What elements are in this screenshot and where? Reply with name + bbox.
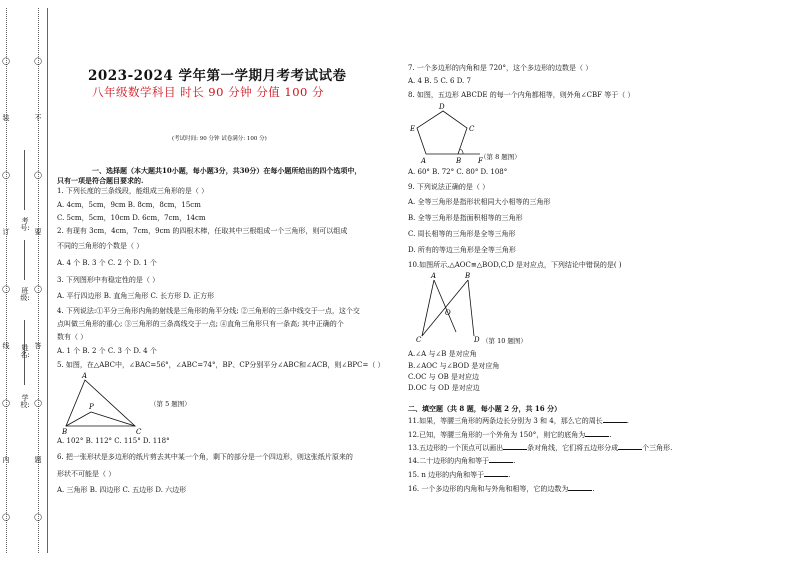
question-4: 4. 下列说法:①平分三角形内角的射线是三角形的角平分线; ②三角形的三条中线交于一点，这个交 xyxy=(57,307,360,315)
binding-dot: ◯ xyxy=(34,513,42,521)
figure-q8-caption: （第 8 题图） xyxy=(480,153,521,161)
binding-char: 题 xyxy=(34,456,42,464)
question-4-cont: 数有（ ） xyxy=(57,333,88,341)
question-13: 13.五边形的一个顶点可以画出 条对角线，它们将五边形分成 个三角形. xyxy=(408,444,673,452)
binding-dot: ◯ xyxy=(2,513,10,521)
binding-char: 要 xyxy=(34,228,42,236)
question-10-option-c: C.OC 与 OB 是对应边 xyxy=(408,373,479,381)
figure-q5-caption: （第 5 题图） xyxy=(150,400,191,408)
question-10-option-d: D.OC 与 OD 是对应边 xyxy=(408,384,480,392)
binding-char: 线 xyxy=(2,342,10,350)
binding-dot: ◯ xyxy=(2,57,10,65)
question-10: 10.如图所示,△AOC≌△BOD,C,D 是对应点，下列结论中错误的是( ) xyxy=(408,261,622,269)
question-7: 7. 一个多边形的内角和是 720°，这个多边形的边数是（ ） xyxy=(408,64,593,72)
binding-char: 内 xyxy=(2,456,10,464)
class-label: 班级: xyxy=(20,287,30,302)
binding-margin xyxy=(0,0,50,561)
answer-blank[interactable] xyxy=(484,470,508,477)
question-6: 6. 把一张形状是多边形的纸片剪去其中某一个角，剩下的部分是一个四边形，则这张纸片原来的 xyxy=(57,453,353,461)
binding-char: 装 xyxy=(2,114,10,122)
question-1-options: C. 5cm，5cm，10cm D. 6cm，7cm，14cm xyxy=(57,214,206,222)
exam-number-line[interactable] xyxy=(24,150,25,210)
question-7-options: A. 4 B. 5 C. 6 D. 7 xyxy=(408,77,471,85)
binding-char: 订 xyxy=(2,228,10,236)
fig-label: C xyxy=(136,428,142,436)
figure-q5-triangle xyxy=(62,370,152,436)
question-10-option-a: A.∠A 与∠B 是对应角 xyxy=(408,350,477,358)
binding-char: 不 xyxy=(34,114,42,122)
question-4-options: A. 1 个 B. 2 个 C. 3 个 D. 4 个 xyxy=(57,347,157,355)
binding-dot: ◯ xyxy=(34,285,42,293)
question-5-options: A. 102° B. 112° C. 115° D. 118° xyxy=(57,437,170,445)
fig-label: A xyxy=(431,272,437,280)
fig-label: A xyxy=(421,157,427,165)
fig-label: P xyxy=(89,403,94,411)
question-12: 12.已知，等腰三角形的一个外角为 150°，则它的底角为 . xyxy=(408,431,612,439)
exam-title: 2023-2024 学年第一学期月考考试试卷 xyxy=(88,68,347,84)
exam-number-label: 考号: xyxy=(20,217,30,232)
cut-line xyxy=(6,8,7,553)
binding-dot: ◯ xyxy=(2,285,10,293)
exam-info: (考试时间: 90 分钟 试卷满分: 100 分) xyxy=(172,136,267,142)
answer-blank[interactable] xyxy=(585,430,609,437)
question-10-option-b: B.∠AOC 与∠BOD 是对应角 xyxy=(408,362,500,370)
binding-dot: ◯ xyxy=(34,57,42,65)
question-3: 3. 下列图形中有稳定性的是（ ） xyxy=(57,276,160,284)
name-label: 姓名: xyxy=(20,344,30,359)
question-9: 9. 下列说法正确的是（ ） xyxy=(408,183,490,191)
question-9-option-d: D. 所有的等边三角形是全等三角形 xyxy=(408,246,516,254)
question-6-cont: 形状不可能是（ ） xyxy=(57,470,116,478)
fold-line xyxy=(38,8,39,553)
fig-label: A xyxy=(82,372,88,380)
question-4-cont: 点叫做三角形的重心; ③三角形的三条高线交于一点; ④直角三角形只有一条高; 其中正确的个 xyxy=(57,320,344,328)
question-1: 1. 下列长度的三条线段，能组成三角形的是（ ） xyxy=(57,187,209,195)
fig-label: E xyxy=(410,125,416,133)
section1-heading: 一、选择题（本大题共10小题，每小题3分，共30分）在每小题所给出的四个选项中， xyxy=(92,166,362,175)
question-9-option-a: A. 全等三角形是指形状相同大小相等的三角形 xyxy=(408,198,551,206)
question-11: 11.如果，等腰三角形的两条边长分别为 3 和 4，那么它的周长 . xyxy=(408,417,629,425)
margin-border xyxy=(47,8,48,553)
binding-dot: ◯ xyxy=(34,399,42,407)
answer-blank[interactable] xyxy=(568,484,592,491)
answer-blank[interactable] xyxy=(618,443,642,450)
fig-label: D xyxy=(439,103,445,111)
exam-subtitle: 八年级数学科目 时长 90 分钟 分值 100 分 xyxy=(92,85,325,99)
question-15: 15. n 边形的内角和等于 . xyxy=(408,471,511,479)
class-line[interactable] xyxy=(24,240,25,280)
binding-dot: ◯ xyxy=(2,171,10,179)
question-6-options: A. 三角形 B. 四边形 C. 五边形 D. 六边形 xyxy=(57,486,187,494)
question-2-options: A. 4 个 B. 3 个 C. 2 个 D. 1 个 xyxy=(57,259,157,267)
question-2: 2. 有现有 3cm，4cm，7cm，9cm 的四根木棒，任取其中三根组成一个三角形，则可以组成 xyxy=(57,227,348,235)
answer-blank[interactable] xyxy=(503,443,527,450)
fig-label: D xyxy=(474,336,480,344)
fig-label: B xyxy=(465,272,471,280)
figure-q10-caption: （第 10 题图） xyxy=(482,337,527,345)
figure-q10-triangles xyxy=(412,270,490,344)
question-8-options: A. 60° B. 72° C. 80° D. 108° xyxy=(408,168,508,176)
answer-blank[interactable] xyxy=(603,416,627,423)
binding-dot: ◯ xyxy=(2,399,10,407)
question-5: 5. 如图，在△ABC中，∠BAC=56°，∠ABC=74°，BP、CP分别平分∠ABC和∠ACB，则∠BPC=（ ） xyxy=(57,361,385,369)
fig-label: B xyxy=(62,428,68,436)
question-2-cont: 不同的三角形的个数是（ ） xyxy=(57,242,144,250)
binding-char: 答 xyxy=(34,342,42,350)
answer-blank[interactable] xyxy=(489,456,513,463)
fig-label: O xyxy=(445,309,451,317)
question-16: 16. 一个多边形的内角和与外角和相等，它的边数为 . xyxy=(408,485,595,493)
question-9-option-b: B. 全等三角形是指面积相等的三角形 xyxy=(408,214,523,222)
section1-heading-cont: 只有一项是符合题目要求的. xyxy=(57,176,144,185)
fig-label: B xyxy=(456,157,462,165)
question-14: 14.二十边形的内角和等于 . xyxy=(408,457,516,465)
school-label: 学校: xyxy=(20,394,30,409)
question-8: 8. 如图，五边形 ABCDE 的每一个内角都相等，则外角∠CBF 等于（ ） xyxy=(408,91,635,99)
fig-label: F xyxy=(478,157,483,165)
question-3-options: A. 平行四边形 B. 直角三角形 C. 长方形 D. 正方形 xyxy=(57,292,215,300)
question-1-options: A. 4cm，5cm，9cm B. 8cm，8cm，15cm xyxy=(57,201,201,209)
fig-label: C xyxy=(416,336,422,344)
section2-heading: 二、填空题（共 8 题，每小题 2 分，共 16 分） xyxy=(408,404,562,413)
fig-label: C xyxy=(469,125,475,133)
question-9-option-c: C. 周长相等的三角形是全等三角形 xyxy=(408,230,516,238)
binding-dot: ◯ xyxy=(34,171,42,179)
